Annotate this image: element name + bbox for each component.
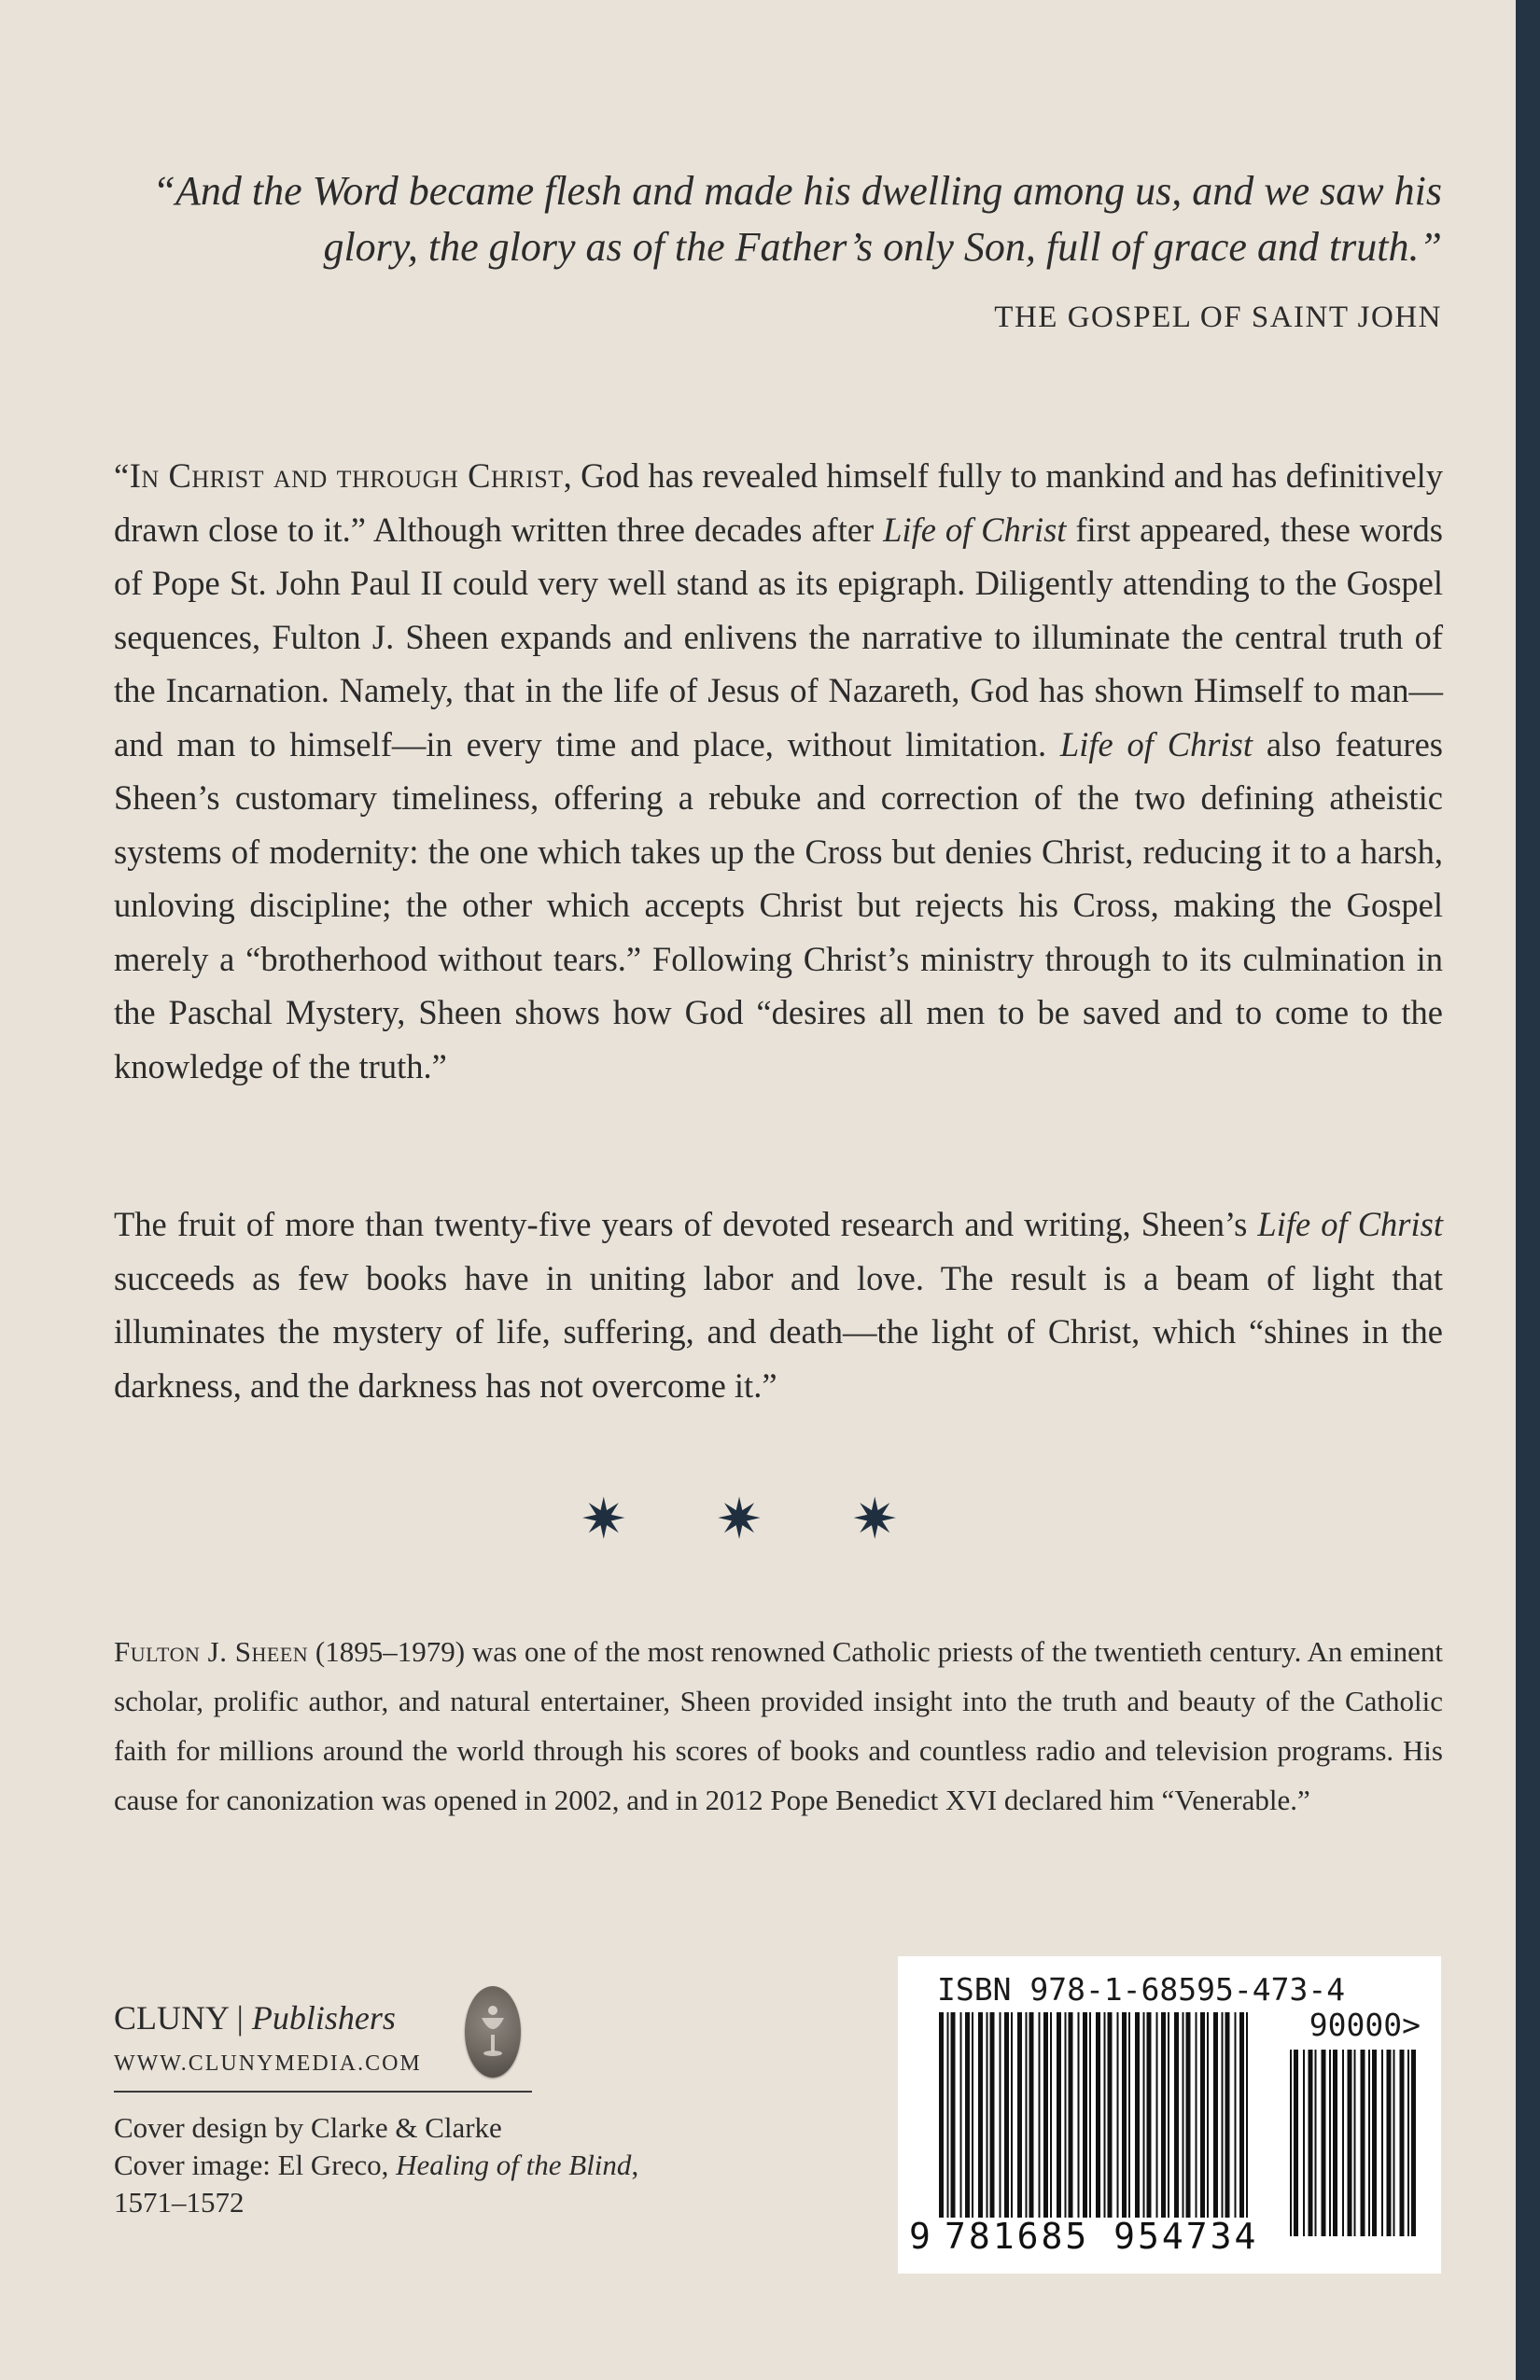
description-paragraph-2 bbox=[114, 1197, 1443, 1412]
barcode-bar bbox=[1057, 2012, 1061, 2218]
barcode-bar bbox=[1156, 2012, 1158, 2218]
publisher-name: CLUNY bbox=[114, 1999, 229, 2037]
book-title: Life of Christ bbox=[1059, 724, 1253, 763]
barcode-bar bbox=[1315, 2050, 1317, 2236]
barcode-bar bbox=[947, 2012, 949, 2218]
barcode-bar bbox=[1017, 2012, 1022, 2218]
price-code: 90000> bbox=[1309, 2007, 1421, 2043]
painting-years: 1571–1572 bbox=[114, 2186, 245, 2219]
cover-credits bbox=[114, 2109, 638, 2221]
barcode-bar bbox=[1147, 2012, 1152, 2218]
barcode-bar bbox=[1089, 2012, 1091, 2218]
barcode-bar bbox=[1026, 2012, 1028, 2218]
barcode-bar bbox=[1135, 2012, 1140, 2218]
book-title: Life of Christ bbox=[883, 510, 1067, 549]
barcode-bar bbox=[1333, 2050, 1337, 2236]
barcode-bar bbox=[1050, 2012, 1052, 2218]
description-paragraph-1 bbox=[114, 449, 1443, 1093]
chalice-medallion-icon bbox=[465, 1986, 521, 2078]
barcode-bar bbox=[1329, 2050, 1331, 2236]
lead-in-small-caps: “In Christ and through Christ bbox=[114, 456, 564, 495]
barcode-bar bbox=[1078, 2012, 1080, 2218]
barcode-bar bbox=[1407, 2050, 1409, 2236]
barcode-bar bbox=[1303, 2050, 1305, 2236]
barcode-bar bbox=[1246, 2012, 1248, 2218]
author-name: Fulton J. Sheen bbox=[114, 1635, 309, 1668]
barcode-bar bbox=[1174, 2012, 1179, 2218]
barcode-bar bbox=[1309, 2050, 1313, 2236]
barcode-bar bbox=[1213, 2012, 1218, 2218]
barcode-bar bbox=[1117, 2012, 1119, 2218]
barcode-bar bbox=[1348, 2050, 1352, 2236]
cover-image-prefix: Cover image: El Greco, bbox=[114, 2149, 397, 2181]
barcode-bar bbox=[1361, 2050, 1365, 2236]
publisher-logo-text bbox=[114, 1997, 396, 2038]
barcode-bar bbox=[939, 2012, 944, 2218]
barcode-bar bbox=[1322, 2050, 1326, 2236]
barcode-bar bbox=[972, 2012, 973, 2218]
barcode-bar bbox=[1186, 2012, 1191, 2218]
barcode-bar bbox=[965, 2012, 970, 2218]
publisher-label: Publishers bbox=[251, 1999, 396, 2037]
barcode-bar bbox=[1400, 2050, 1405, 2236]
painting-title: Healing of the Blind bbox=[396, 2149, 632, 2181]
epigraph-line-2: glory, the glory as of the Father’s only Son, full of grace and truth.” bbox=[323, 224, 1442, 270]
p2-text-b: succeeds as few books have in uniting labor and love. The result is a beam of light that illuminates the mystery of life, suffering, and death—the light of Christ, which “shines in the darkness, and the darkness has not overcome it.” bbox=[114, 1258, 1443, 1405]
p1-text-c: also features Sheen’s customary timeliness, offering a rebuke and correction of the two defining atheistic systems of modernity: the one which takes up the Cross but denies Christ, reducing it to a harsh, unloving discipline; the other which accepts Christ but rejects his Cross, making the Gospel merely a “brotherhood without tears.” Following Christ’s ministry through to its culmination in the Paschal Mystery, Sheen shows how God “desires all men to be saved and to come to the knowledge of the truth.” bbox=[114, 724, 1443, 1085]
barcode-bar bbox=[1128, 2012, 1130, 2218]
barcode-bar bbox=[1143, 2012, 1145, 2218]
barcode-bar bbox=[1096, 2012, 1100, 2218]
epigraph-line-1: “And the Word became flesh and made his dwelling among us, and we saw his bbox=[152, 168, 1442, 214]
p1-text-b: first appeared, these words of Pope St. John Paul II could very well stand as its epigraph. Diligently attending to the Gospel sequences, Fulton J. Sheen expands and enlivens the narrative to illuminate the central truth of the Incarnation. Namely, that in the life of Jesus of Nazareth, God has shown Himself to man—and man to himself—in every time and place, without limitation. bbox=[114, 510, 1443, 763]
barcode-bar bbox=[1122, 2012, 1127, 2218]
barcode-bar bbox=[978, 2012, 983, 2218]
barcode-bar bbox=[1000, 2012, 1001, 2218]
barcode-bar bbox=[987, 2012, 988, 2218]
barcode-bar bbox=[1368, 2050, 1370, 2236]
barcode-bar bbox=[1207, 2012, 1209, 2218]
barcode-bar bbox=[1196, 2012, 1197, 2218]
barcode-bar bbox=[1108, 2012, 1113, 2218]
barcode-bar bbox=[1011, 2012, 1013, 2218]
barcode-bar bbox=[1104, 2012, 1106, 2218]
barcode-bar bbox=[1200, 2012, 1205, 2218]
barcode-bar bbox=[1290, 2050, 1292, 2236]
barcode-bar bbox=[1065, 2012, 1067, 2218]
barcode-bar bbox=[1381, 2050, 1383, 2236]
isbn-barcode-block bbox=[898, 1956, 1441, 2274]
barcode-bar bbox=[1411, 2050, 1416, 2236]
divider-line bbox=[114, 2091, 532, 2093]
author-bio bbox=[114, 1627, 1443, 1825]
barcode-bar bbox=[1294, 2050, 1298, 2236]
barcode-bar bbox=[1168, 2012, 1169, 2218]
barcode-bar bbox=[1235, 2012, 1237, 2218]
barcode-bar bbox=[1083, 2012, 1087, 2218]
barcode-bar bbox=[1372, 2050, 1377, 2236]
barcode-bar bbox=[1004, 2012, 1009, 2218]
p2-text-a: The fruit of more than twenty-five years of devoted research and writing, Sheen’s bbox=[114, 1205, 1258, 1243]
barcode-bar bbox=[990, 2012, 995, 2218]
epigraph-source: THE GOSPEL OF SAINT JOHN bbox=[994, 301, 1442, 334]
book-title: Life of Christ bbox=[1257, 1205, 1443, 1243]
barcode-bar bbox=[1161, 2012, 1166, 2218]
barcode-bar bbox=[1387, 2050, 1392, 2236]
barcode-bar bbox=[1043, 2012, 1048, 2218]
barcode-bar bbox=[1239, 2012, 1244, 2218]
cover-design-credit: Cover design by Clarke & Clarke bbox=[114, 2111, 502, 2144]
barcode-bar bbox=[1069, 2012, 1073, 2218]
barcode-bar bbox=[1354, 2050, 1356, 2236]
publisher-separator: | bbox=[228, 1999, 252, 2037]
spine-strip bbox=[1516, 0, 1540, 2380]
barcode-bar bbox=[960, 2012, 962, 2218]
cover-image-suffix: , bbox=[631, 2149, 639, 2181]
epigraph-quote bbox=[140, 163, 1442, 275]
ean-remaining-digits: 781685 954734 bbox=[945, 2216, 1259, 2257]
ornament-stars: ✷ ✷ ✷ bbox=[580, 1489, 936, 1550]
barcode-bar bbox=[1183, 2012, 1184, 2218]
isbn-number: ISBN 978-1-68595-473-4 bbox=[937, 1971, 1346, 2008]
barcode-bar bbox=[1029, 2012, 1034, 2218]
barcode-bar bbox=[1225, 2012, 1230, 2218]
p1-text-a: , God has revealed himself fully to mankind and has definitively drawn close to it.” Although written three decades after bbox=[114, 456, 1443, 549]
ean-first-digit: 9 bbox=[909, 2216, 931, 2257]
publisher-url: WWW.CLUNYMEDIA.COM bbox=[114, 2051, 422, 2076]
barcode-bar bbox=[1222, 2012, 1224, 2218]
barcode-bar bbox=[1342, 2050, 1344, 2236]
cover-image-credit bbox=[114, 2147, 638, 2184]
barcode-bar bbox=[951, 2012, 956, 2218]
barcode-bar bbox=[1393, 2050, 1395, 2236]
barcode-bar bbox=[1039, 2012, 1041, 2218]
author-bio-text: (1895–1979) was one of the most renowned Catholic priests of the twentieth century. An eminent scholar, prolific author, and natural entertainer, Sheen provided insight into the truth and beauty of the Catholic faith for millions around the world through his scores of books and countless radio and television programs. His cause for canonization was opened in 2002, and in 2012 Pope Benedict XVI declared him “Venerable.” bbox=[114, 1635, 1443, 1816]
